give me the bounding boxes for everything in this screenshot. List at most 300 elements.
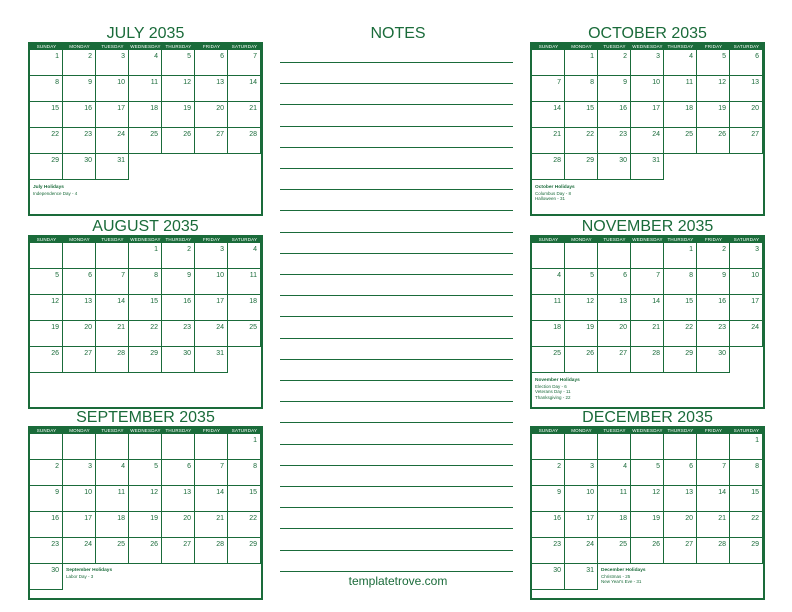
day-number: 8 [154,272,158,279]
day-cell [697,460,730,486]
day-cell [565,321,598,347]
weekday-label: MONDAY [69,44,90,49]
weekday-label: FRIDAY [704,428,723,433]
day-number: 1 [55,53,59,60]
day-cell [532,460,565,486]
holidays-title: September Holidays [66,568,113,573]
day-number: 17 [117,105,125,112]
weekday-label: SUNDAY [36,428,57,433]
day-number: 28 [718,541,726,548]
day-number: 24 [751,324,759,331]
day-cell [598,154,631,180]
holidays-note [33,185,77,196]
day-cell [532,538,565,564]
empty-cell [96,434,129,460]
empty-cell [96,243,129,269]
day-cell [532,76,565,102]
day-cell [565,269,598,295]
day-number: 13 [751,79,759,86]
note-line[interactable] [280,295,513,296]
day-cell [697,512,730,538]
day-number: 5 [656,463,660,470]
holiday-item: Columbus Day - 8 [535,190,572,196]
day-cell [532,486,565,512]
day-number: 21 [117,324,125,331]
day-cell [598,76,631,102]
day-cell [664,76,697,102]
day-cell [30,538,63,564]
day-number: 28 [117,350,125,357]
day-cell [631,486,664,512]
day-cell [162,538,195,564]
day-number: 8 [253,463,257,470]
day-cell [598,538,631,564]
day-number: 3 [656,53,660,60]
note-line[interactable] [280,465,513,466]
day-number: 12 [718,79,726,86]
day-cell [598,50,631,76]
note-line[interactable] [280,316,513,317]
month-title: SEPTEMBER 2035 [76,409,215,426]
weekday-label: WEDNESDAY [632,428,663,433]
day-number: 9 [187,272,191,279]
empty-cell [697,434,730,460]
day-cell [30,76,63,102]
day-number: 20 [685,515,693,522]
holidays-title: July Holidays [33,185,64,190]
day-number: 27 [685,541,693,548]
day-number: 14 [652,298,660,305]
day-cell [565,50,598,76]
weekday-label: SUNDAY [36,44,57,49]
day-number: 4 [253,246,257,253]
day-number: 30 [51,567,59,574]
day-cell [195,76,228,102]
day-cell [228,460,261,486]
day-cell [730,128,763,154]
day-cell [631,102,664,128]
notes-title: NOTES [370,25,426,42]
note-line[interactable] [280,189,513,190]
holiday-item: Halloween - 31 [535,196,566,201]
day-cell [565,460,598,486]
day-cell [730,460,763,486]
day-number: 1 [689,246,693,253]
calendar-grid [28,235,263,409]
weekday-label: SATURDAY [231,428,258,433]
day-number: 29 [249,541,257,548]
day-cell [664,512,697,538]
note-line[interactable] [280,62,513,63]
day-number: 25 [150,131,158,138]
day-number: 23 [619,131,627,138]
day-number: 25 [685,131,693,138]
note-line[interactable] [280,401,513,402]
day-number: 16 [51,515,59,522]
day-number: 30 [619,157,627,164]
day-cell [195,538,228,564]
month-title: AUGUST 2035 [92,218,199,235]
day-number: 21 [553,131,561,138]
empty-cell [565,243,598,269]
day-cell [30,347,63,373]
holidays-note [601,568,646,585]
day-number: 14 [553,105,561,112]
day-number: 20 [619,324,627,331]
day-number: 16 [619,105,627,112]
day-cell [162,102,195,128]
weekday-label: FRIDAY [202,44,221,49]
day-number: 20 [84,324,92,331]
day-cell [697,347,730,373]
day-number: 22 [150,324,158,331]
day-cell [598,128,631,154]
weekday-label: WEDNESDAY [632,44,663,49]
note-line[interactable] [280,528,513,529]
day-number: 26 [51,350,59,357]
day-number: 25 [553,350,561,357]
weekday-label: MONDAY [69,237,90,242]
day-cell [129,460,162,486]
day-cell [228,76,261,102]
day-cell [730,295,763,321]
holiday-item: Labor Day - 3 [66,573,94,579]
day-number: 16 [553,515,561,522]
holiday-item: New Year's Eve - 31 [601,579,642,584]
day-number: 10 [117,79,125,86]
day-cell [63,460,96,486]
day-number: 10 [216,272,224,279]
calendar-grid [28,426,263,600]
day-cell [730,538,763,564]
weekday-label: SATURDAY [231,44,258,49]
day-cell [730,434,763,460]
day-cell [532,269,565,295]
day-number: 17 [586,515,594,522]
empty-cell [30,243,63,269]
day-number: 13 [685,489,693,496]
day-number: 15 [751,489,759,496]
day-number: 9 [623,79,627,86]
day-cell [129,243,162,269]
day-number: 16 [84,105,92,112]
day-number: 28 [249,131,257,138]
day-number: 27 [751,131,759,138]
day-number: 4 [121,463,125,470]
day-cell [532,154,565,180]
day-cell [532,321,565,347]
day-number: 2 [187,246,191,253]
weekday-label: TUESDAY [101,237,124,242]
day-number: 26 [150,541,158,548]
empty-cell [532,434,565,460]
day-cell [30,50,63,76]
day-cell [631,538,664,564]
day-cell [30,128,63,154]
note-line[interactable] [280,147,513,148]
day-number: 1 [755,437,759,444]
day-cell [30,154,63,180]
day-cell [96,460,129,486]
day-cell [30,564,63,590]
day-number: 15 [51,105,59,112]
note-line[interactable] [280,104,513,105]
day-number: 29 [685,350,693,357]
note-line[interactable] [280,422,513,423]
day-cell [228,243,261,269]
day-cell [631,154,664,180]
day-number: 1 [590,53,594,60]
day-cell [565,102,598,128]
day-cell [697,128,730,154]
note-line[interactable] [280,274,513,275]
day-cell [664,321,697,347]
day-cell [162,50,195,76]
day-number: 15 [150,298,158,305]
day-cell [63,76,96,102]
weekday-label: MONDAY [571,428,592,433]
note-line[interactable] [280,550,513,551]
day-cell [96,321,129,347]
day-cell [664,347,697,373]
weekday-label: SUNDAY [36,237,57,242]
day-cell [162,512,195,538]
day-cell [532,347,565,373]
holidays-note [535,185,575,202]
day-number: 29 [150,350,158,357]
day-cell [664,50,697,76]
weekday-label: THURSDAY [667,428,694,433]
day-cell [96,295,129,321]
day-cell [631,76,664,102]
day-number: 19 [150,515,158,522]
day-number: 13 [619,298,627,305]
day-cell [129,102,162,128]
day-cell [228,295,261,321]
holiday-item: Thanksgiving - 22 [535,394,571,400]
day-number: 3 [220,246,224,253]
note-line[interactable] [280,83,513,84]
weekday-label: SUNDAY [538,428,559,433]
day-number: 28 [216,541,224,548]
day-number: 19 [183,105,191,112]
day-cell [631,512,664,538]
day-number: 27 [84,350,92,357]
note-line[interactable] [280,253,513,254]
day-number: 24 [117,131,125,138]
note-line[interactable] [280,359,513,360]
day-cell [565,512,598,538]
day-cell [565,486,598,512]
day-number: 14 [718,489,726,496]
note-line[interactable] [280,338,513,339]
day-cell [228,512,261,538]
day-number: 25 [249,324,257,331]
day-number: 22 [751,515,759,522]
holiday-item: Christmas - 25 [601,573,631,579]
note-line[interactable] [280,507,513,508]
empty-cell [598,243,631,269]
day-number: 15 [685,298,693,305]
day-number: 6 [755,53,759,60]
day-number: 2 [623,53,627,60]
day-cell [697,538,730,564]
day-number: 18 [117,515,125,522]
day-cell [730,321,763,347]
day-cell [195,321,228,347]
day-number: 25 [117,541,125,548]
day-number: 17 [751,298,759,305]
day-cell [598,102,631,128]
day-cell [63,347,96,373]
day-cell [532,295,565,321]
day-number: 4 [689,53,693,60]
day-cell [129,76,162,102]
day-cell [129,295,162,321]
day-number: 18 [553,324,561,331]
day-cell [63,321,96,347]
day-number: 26 [718,131,726,138]
day-cell [96,512,129,538]
day-number: 3 [755,246,759,253]
day-number: 24 [84,541,92,548]
footer-website[interactable]: templatetrove.com [348,574,448,588]
note-line[interactable] [280,444,513,445]
day-number: 14 [117,298,125,305]
day-number: 28 [553,157,561,164]
month-title: DECEMBER 2035 [582,409,713,426]
day-number: 23 [51,541,59,548]
weekday-label: TUESDAY [603,237,626,242]
day-number: 19 [718,105,726,112]
day-number: 12 [586,298,594,305]
day-number: 20 [216,105,224,112]
empty-cell [565,434,598,460]
day-number: 23 [183,324,191,331]
day-number: 10 [751,272,759,279]
day-number: 8 [755,463,759,470]
day-cell [162,243,195,269]
day-cell [565,295,598,321]
day-number: 18 [249,298,257,305]
note-line[interactable] [280,232,513,233]
day-number: 3 [88,463,92,470]
day-cell [129,269,162,295]
day-cell [664,460,697,486]
day-cell [631,269,664,295]
day-cell [129,128,162,154]
day-cell [730,76,763,102]
empty-cell [30,434,63,460]
note-line[interactable] [280,486,513,487]
day-cell [195,347,228,373]
day-number: 26 [586,350,594,357]
day-cell [129,321,162,347]
day-number: 7 [220,463,224,470]
day-number: 8 [689,272,693,279]
month-title: JULY 2035 [106,25,185,42]
empty-cell [162,434,195,460]
day-cell [730,243,763,269]
day-cell [63,295,96,321]
day-cell [631,128,664,154]
day-number: 4 [623,463,627,470]
day-number: 8 [590,79,594,86]
day-cell [96,50,129,76]
weekday-label: TUESDAY [101,428,124,433]
day-cell [565,154,598,180]
day-cell [195,243,228,269]
note-line[interactable] [280,126,513,127]
day-cell [697,295,730,321]
day-number: 13 [216,79,224,86]
holidays-note [66,568,112,579]
day-cell [96,76,129,102]
day-cell [162,269,195,295]
day-number: 18 [150,105,158,112]
weekday-label: THURSDAY [667,44,694,49]
day-cell [664,243,697,269]
day-number: 6 [220,53,224,60]
day-number: 5 [722,53,726,60]
day-cell [195,512,228,538]
day-number: 15 [586,105,594,112]
day-number: 20 [751,105,759,112]
weekday-label: SUNDAY [538,237,559,242]
day-cell [162,76,195,102]
day-number: 24 [586,541,594,548]
note-line[interactable] [280,168,513,169]
day-number: 18 [619,515,627,522]
weekday-label: SUNDAY [538,44,559,49]
day-cell [730,50,763,76]
day-number: 30 [183,350,191,357]
day-number: 30 [718,350,726,357]
day-cell [96,128,129,154]
weekday-label: MONDAY [69,428,90,433]
day-number: 11 [553,298,561,305]
day-cell [96,538,129,564]
day-number: 10 [586,489,594,496]
day-number: 19 [586,324,594,331]
day-number: 7 [253,53,257,60]
day-number: 31 [216,350,224,357]
day-number: 7 [656,272,660,279]
calendar-grid [530,235,765,409]
note-line[interactable] [280,380,513,381]
day-number: 9 [722,272,726,279]
empty-cell [63,243,96,269]
day-number: 23 [553,541,561,548]
day-cell [532,128,565,154]
day-cell [730,102,763,128]
day-cell [162,347,195,373]
day-number: 29 [586,157,594,164]
day-number: 6 [623,272,627,279]
day-number: 7 [121,272,125,279]
note-line[interactable] [280,210,513,211]
day-number: 2 [55,463,59,470]
day-number: 22 [249,515,257,522]
day-cell [195,269,228,295]
day-number: 27 [619,350,627,357]
day-cell [63,102,96,128]
day-number: 29 [51,157,59,164]
day-number: 3 [590,463,594,470]
empty-cell [63,434,96,460]
empty-cell [129,434,162,460]
note-line[interactable] [280,571,513,572]
